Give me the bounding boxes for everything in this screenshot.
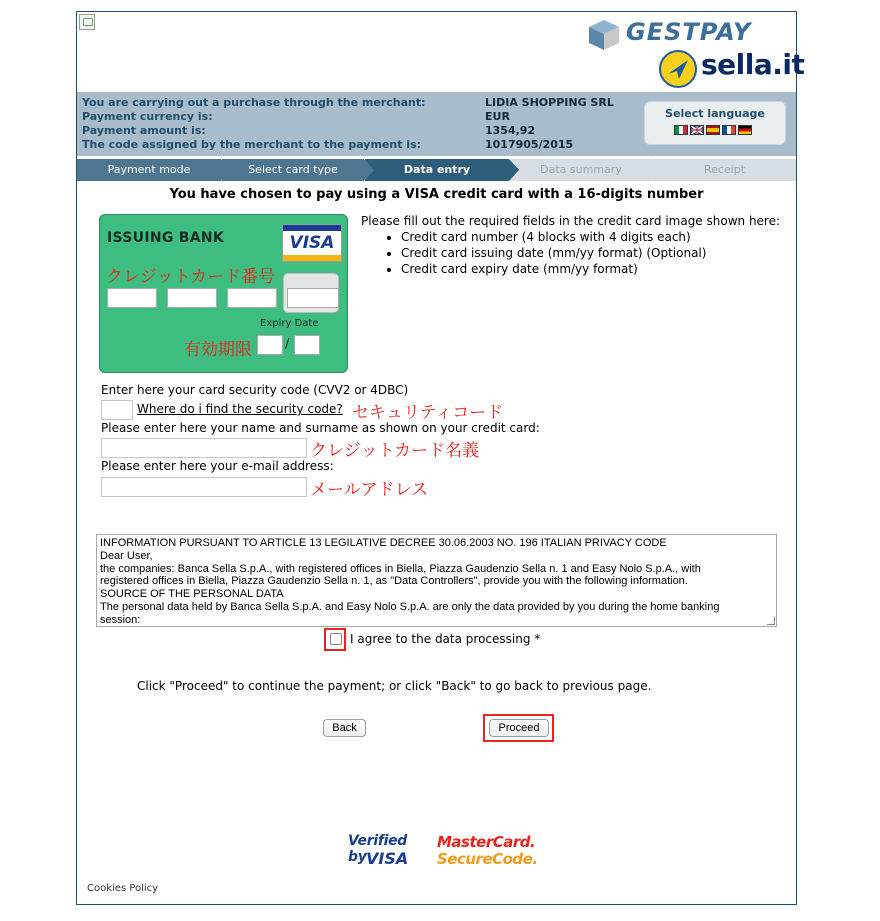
privacy-line: INFORMATION PURSUANT TO ARTICLE 13 LEGILATIVE DECREE 30.06.2003 NO. 196 ITALIAN PRIVACY CODE [100,537,667,549]
mastercard-securecode-logo [437,833,538,869]
privacy-line: SOURCE OF THE PERSONAL DATA [100,588,284,601]
italy-flag-icon[interactable] [674,125,688,135]
card-number-block-4[interactable] [287,288,339,308]
merchant-label: You are carrying out a purchase through the merchant: [82,96,426,109]
amount-value: 1354,92 [485,124,536,137]
security-code-help-link[interactable]: Where do i find the security code? [137,402,343,416]
annotation-card-number: クレジットカード番号 [106,267,276,287]
card-number-block-3[interactable] [227,288,277,308]
expiry-year-input[interactable] [294,335,320,355]
step-arrow-icon [652,159,662,181]
expiry-date-label: Expiry Date [260,318,319,329]
amount-label: Payment amount is: [82,124,206,137]
card-number-block-1[interactable] [107,288,157,308]
visa-logo [282,224,342,262]
cardholder-name-input[interactable] [101,438,307,458]
proceed-button[interactable]: Proceed [489,719,549,737]
privacy-line: registered offices in Biella, Piazza Gaudenzio Sella n. 1, as "Data Controllers", provide you with the following information. [100,575,688,588]
back-button[interactable]: Back [323,719,366,737]
card-instructions [361,213,780,277]
france-flag-icon[interactable] [722,125,736,135]
textarea-resize-handle[interactable] [767,617,775,625]
germany-flag-icon[interactable] [738,125,752,135]
page-heading: You have chosen to pay using a VISA credit card with a 16-digits number [169,187,704,202]
name-label: Please enter here your name and surname as shown on your credit card: [101,421,540,435]
merchant-value: LIDIA SHOPPING SRL [485,96,614,109]
step-select-card-type [222,159,365,181]
instructions-list [361,229,780,277]
language-title: Select language [665,107,765,120]
agree-label: I agree to the data processing * [350,632,541,646]
privacy-line: the companies: Banca Sella S.p.A., with registered offices in Biella, Piazza Gaudenzio Sella n. 1 and Easy Nolo S.p.A., with [100,562,701,575]
step-data-entry [365,159,510,181]
visa-logo-text: VISA [289,233,335,253]
privacy-line: Dear User, [100,549,153,562]
broken-image-icon [79,14,95,30]
privacy-textarea[interactable] [96,534,777,627]
cvv-label: Enter here your card security code (CVV2 or 4DBC) [101,383,409,397]
instruction-item: • Credit card number (4 blocks with 4 digits each) [401,229,780,245]
currency-value: EUR [485,110,510,123]
currency-label: Payment currency is: [82,110,213,123]
instruction-item: • Credit card issuing date (mm/yy format) (Optional) [401,245,780,261]
merchant-labels [82,96,425,152]
step-arrow-icon [364,159,374,181]
mc-line-1: MasterCard. [437,833,536,851]
cvv-input[interactable] [101,400,133,420]
visa-logo-bottom-stripe [283,255,341,261]
step-data-summary [510,159,653,181]
gestpay-cube-icon [586,18,622,52]
agree-checkbox[interactable] [330,633,342,645]
language-selector [644,101,786,145]
sella-logo [659,48,805,90]
step-label: Data summary [540,163,622,176]
verified-by-visa-logo [348,833,422,869]
expiry-slash: / [285,337,290,352]
step-arrow-icon [509,159,519,181]
merchant-values [485,96,614,152]
instructions-intro: Please fill out the required fields in the credit card image shown here: [361,214,781,228]
privacy-line: The personal data held by Banca Sella S.p.A. and Easy Nolo S.p.A. are only the data provided by you during the home banking [100,600,720,613]
annotation-card-name: クレジットカード名義 [310,441,480,461]
issuing-bank-label: ISSUING BANK [107,230,225,246]
step-payment-mode [77,159,222,181]
gestpay-logo-text: GESTPAY [626,18,752,46]
spain-flag-icon[interactable] [706,125,720,135]
vbv-line-1: Verified by [348,833,408,865]
annotation-expiry: 有効期限 [184,340,252,360]
instruction-item: • Credit card expiry date (mm/yy format) [401,261,780,277]
email-input[interactable] [101,477,307,497]
cookies-policy-link[interactable]: Cookies Policy [87,883,159,894]
step-arrow-icon [221,159,231,181]
privacy-line: session: [100,613,141,626]
card-number-block-2[interactable] [167,288,217,308]
annotation-security-code: セキュリティコード [352,403,504,423]
flag-list [674,125,752,135]
step-label: Receipt [703,163,746,176]
mc-line-2: SecureCode. [437,850,538,868]
sella-logo-text: sella.it [701,48,805,81]
email-label: Please enter here your e-mail address: [101,459,334,473]
step-label: Payment mode [107,163,191,176]
uk-flag-icon[interactable] [690,125,704,135]
code-value: 1017905/2015 [485,138,574,151]
visa-logo-top-stripe [283,225,341,231]
sella-plane-icon [659,50,697,88]
progress-steps [77,159,796,181]
vbv-line-2: VISA [366,849,409,868]
proceed-instructions: Click "Proceed" to continue the payment; or click "Back" to go back to previous page. [137,679,652,693]
step-label: Select card type [248,163,338,176]
step-receipt [653,159,796,181]
annotation-email: メールアドレス [310,480,429,500]
step-label: Data entry [403,163,471,176]
code-label: The code assigned by the merchant to the payment is: [82,138,422,151]
expiry-month-input[interactable] [257,335,283,355]
